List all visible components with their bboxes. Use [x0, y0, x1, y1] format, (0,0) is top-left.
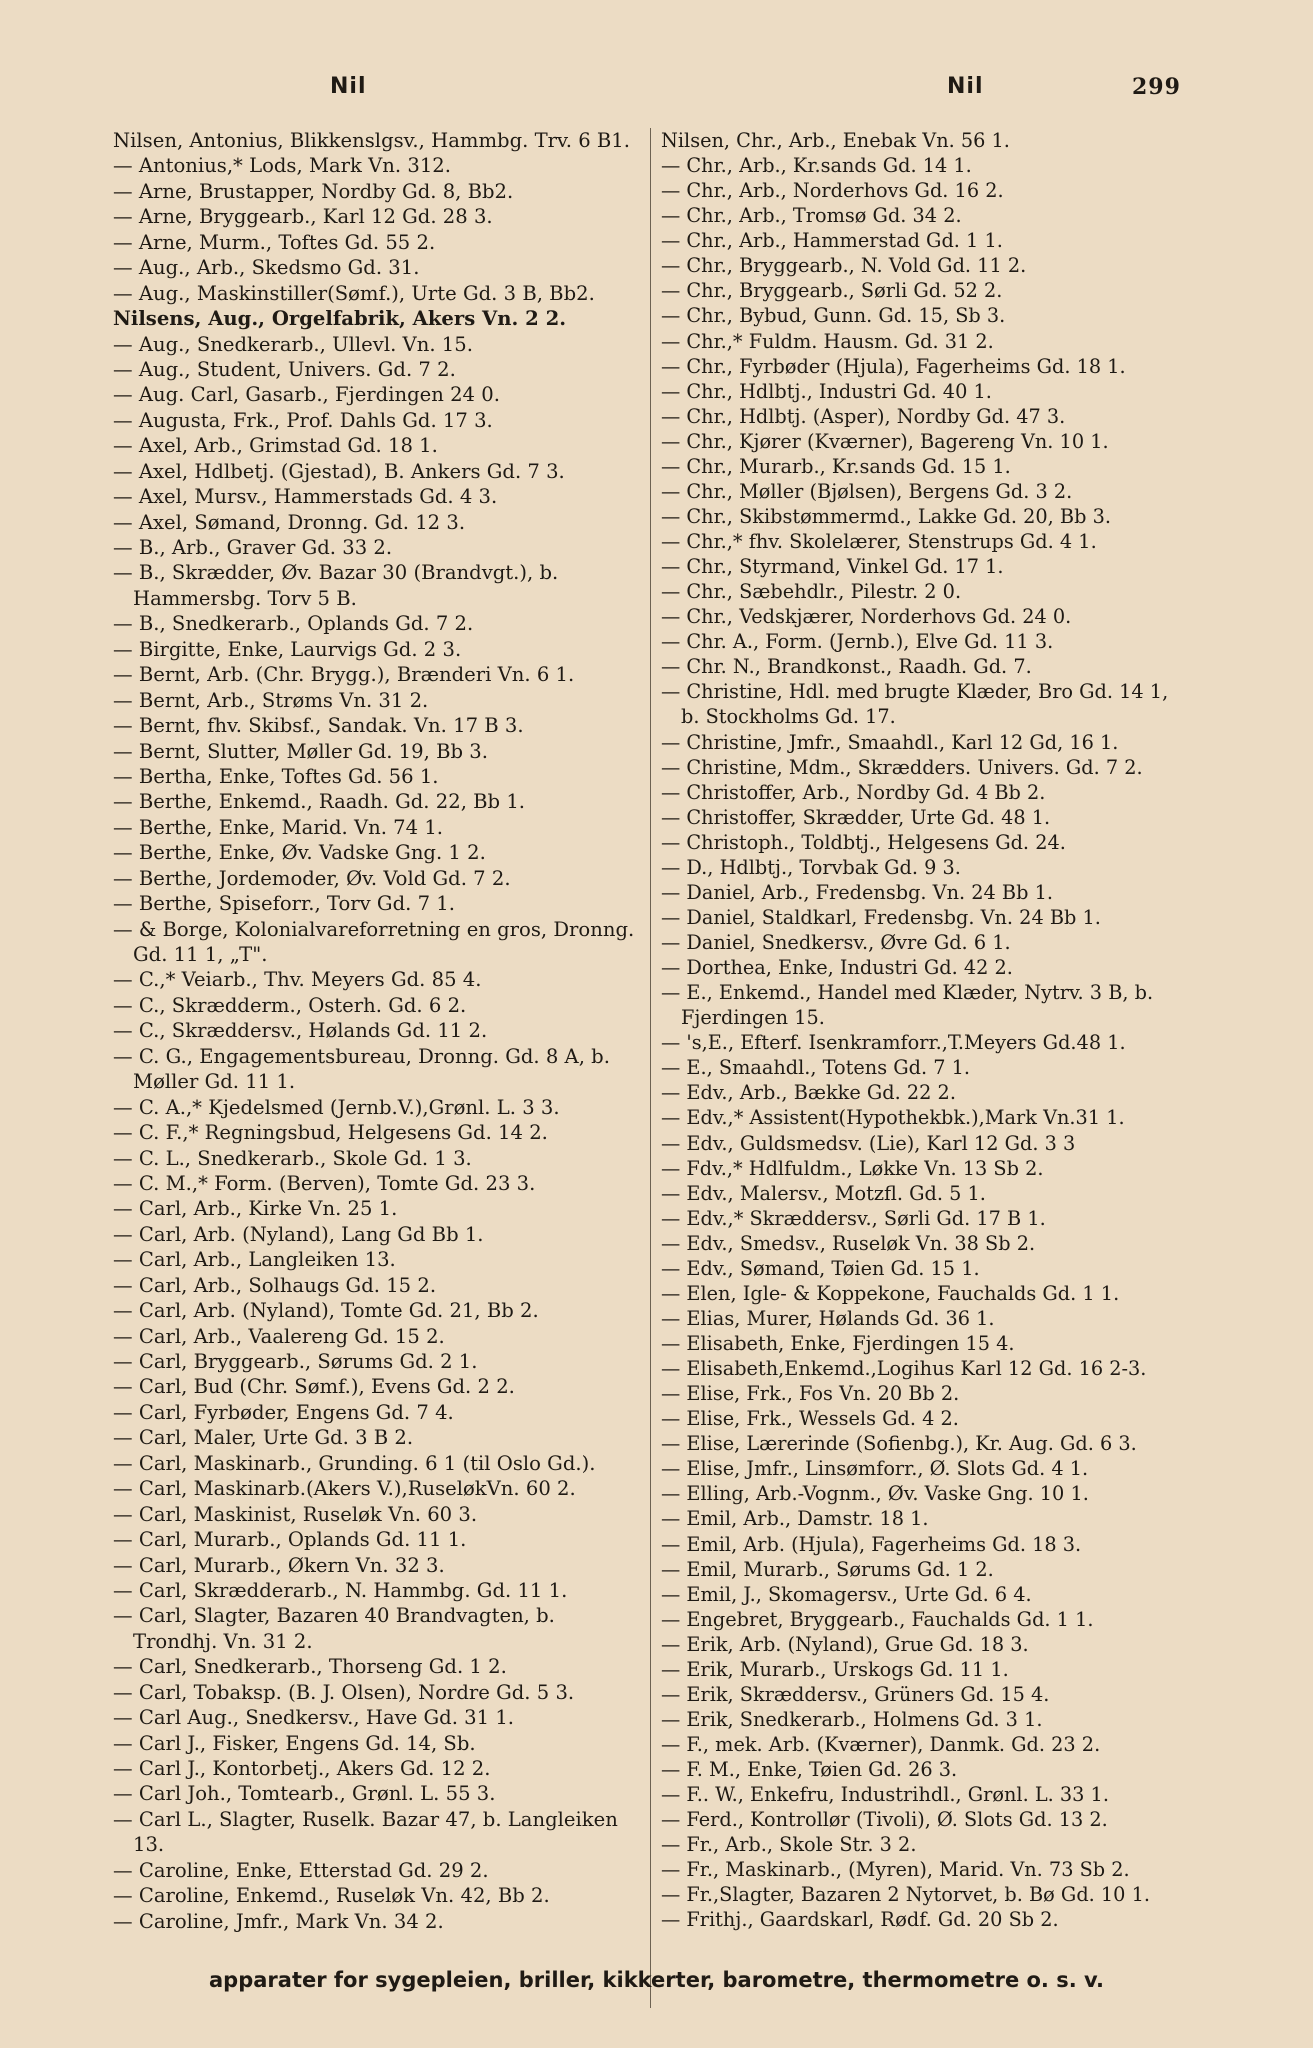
directory-entry: — Carl, Maskinarb., Grunding. 6 1 (til Oslo Gd.).	[113, 1451, 596, 1475]
directory-entry: — C. F.,* Regningsbud, Helgesens Gd. 14 2.	[113, 1121, 548, 1145]
directory-entry: — Fr., Arb., Skole Str. 3 2.	[661, 1833, 917, 1857]
directory-entry: — Christoffer, Arb., Nordby Gd. 4 Bb 2.	[661, 780, 1046, 804]
directory-entry: — Bertha, Enke, Toftes Gd. 56 1.	[113, 764, 439, 788]
directory-entry: — Augusta, Frk., Prof. Dahls Gd. 17 3.	[113, 408, 493, 432]
directory-entry: — Chr., Arb., Norderhovs Gd. 16 2.	[661, 179, 1004, 203]
directory-entry: — Chr., Vedskjærer, Norderhovs Gd. 24 0.	[661, 605, 1072, 629]
directory-entry: — C., Skrædderm., Osterh. Gd. 6 2.	[113, 993, 467, 1017]
directory-entry: — Elisabeth, Enke, Fjerdingen 15 4.	[661, 1332, 1015, 1355]
directory-entry: — Carl, Maskinist, Ruseløk Vn. 60 3.	[113, 1502, 478, 1526]
directory-entry: — Edv.,* Assistent(Hypothekbk.),Mark Vn.31 1.	[661, 1106, 1125, 1130]
directory-entry: — Christine, Jmfr., Smaahdl., Karl 12 Gd, 16 1.	[661, 730, 1119, 754]
directory-entry: — Chr., Kjører (Kværner), Bagereng Vn. 10 1.	[661, 429, 1109, 453]
directory-entry: — Carl, Arb., Kirke Vn. 25 1.	[113, 1197, 398, 1221]
directory-entry: — C. M.,* Form. (Berven), Tomte Gd. 23 3.	[113, 1171, 536, 1195]
directory-entry: — Fr.,Slagter, Bazaren 2 Nytorvet, b. Bø Gd. 10 1.	[661, 1883, 1150, 1907]
directory-entry: — Emil, J., Skomagersv., Urte Gd. 6 4.	[661, 1582, 1032, 1606]
directory-entry: — Elias, Murer, Hølands Gd. 36 1.	[661, 1306, 995, 1330]
directory-entry: — Chr., Murarb., Kr.sands Gd. 15 1.	[661, 454, 1011, 478]
directory-entry: — Dorthea, Enke, Industri Gd. 42 2.	[661, 956, 1013, 980]
directory-entry: — C. A.,* Kjedelsmed (Jernb.V.),Grønl. L. 3 3.	[113, 1095, 560, 1119]
directory-entry: — Carl, Arb., Langleiken 13.	[113, 1248, 396, 1272]
directory-entry: — Emil, Murarb., Sørums Gd. 1 2.	[661, 1557, 994, 1581]
directory-entry: — E., Smaahdl., Totens Gd. 7 1.	[661, 1056, 971, 1080]
header-right-keyword: Nil	[947, 74, 984, 99]
directory-entry: — D., Hdlbtj., Torvbak Gd. 9 3.	[661, 855, 961, 879]
directory-entry: — Berthe, Spiseforr., Torv Gd. 7 1.	[113, 892, 455, 916]
directory-entry: — Axel, Arb., Grimstad Gd. 18 1.	[113, 434, 438, 458]
directory-entry: — Carl, Murarb., Økern Vn. 32 3.	[113, 1553, 445, 1577]
directory-entry: — Edv., Smedsv., Ruseløk Vn. 38 Sb 2.	[661, 1231, 1036, 1255]
directory-entry: — Berthe, Enke, Marid. Vn. 74 1.	[113, 815, 444, 839]
directory-entry: — Christine, Mdm., Skrædders. Univers. Gd. 7 2.	[661, 755, 1143, 779]
directory-entry: — Engebret, Bryggearb., Fauchalds Gd. 1 1.	[661, 1607, 1094, 1631]
directory-entry: — Chr. N., Brandkonst., Raadh. Gd. 7.	[661, 655, 1032, 679]
directory-entry: — Carl, Slagter, Bazaren 40 Brandvagten, b. Trondhj. Vn. 31 2.	[113, 1604, 555, 1653]
directory-entry: — Carl, Skrædderarb., N. Hammbg. Gd. 11 1.	[113, 1578, 568, 1602]
directory-entry: — Daniel, Snedkersv., Øvre Gd. 6 1.	[661, 931, 1011, 954]
directory-entry: — Carl, Maskinarb.(Akers V.),RuseløkVn. 60 2.	[113, 1477, 576, 1501]
directory-entry: — Carl, Arb. (Nyland), Tomte Gd. 21, Bb 2.	[113, 1299, 539, 1323]
directory-entry: — Carl, Snedkerarb., Thorseng Gd. 1 2.	[113, 1655, 507, 1679]
right-column	[661, 128, 1181, 1933]
directory-entry: — Antonius,* Lods, Mark Vn. 312.	[113, 154, 452, 178]
directory-entry: — 's,E., Efterf. Isenkramforr.,T.Meyers Gd.48 1.	[661, 1031, 1126, 1055]
directory-entry: — Edv., Malersv., Motzfl. Gd. 5 1.	[661, 1181, 986, 1205]
directory-entry: — Daniel, Arb., Fredensbg. Vn. 24 Bb 1.	[661, 880, 1053, 904]
directory-entry: — Caroline, Jmfr., Mark Vn. 34 2.	[113, 1909, 444, 1933]
directory-entry: — Axel, Sømand, Dronng. Gd. 12 3.	[113, 510, 466, 534]
directory-entry: — Berthe, Enke, Øv. Vadske Gng. 1 2.	[113, 841, 486, 865]
directory-entry: — C.,* Veiarb., Thv. Meyers Gd. 85 4.	[113, 968, 482, 992]
directory-entry: — Arne, Bryggearb., Karl 12 Gd. 28 3.	[113, 205, 493, 229]
directory-entry: — Chr., Møller (Bjølsen), Bergens Gd. 3 2.	[661, 479, 1073, 503]
directory-entry: — Chr., Arb., Hammerstad Gd. 1 1.	[661, 229, 1003, 253]
directory-entry: — Christoph., Toldbtj., Helgesens Gd. 24.	[661, 830, 1066, 854]
directory-entry: Nilsen, Chr., Arb., Enebak Vn. 56 1.	[661, 129, 1010, 152]
directory-entry: — & Borge, Kolonialvareforretning en gros, Dronng. Gd. 11 1, „T".	[113, 917, 635, 966]
header-left-keyword: Nil	[330, 74, 367, 99]
directory-entry: — Erik, Murarb., Urskogs Gd. 11 1.	[661, 1657, 1009, 1681]
left-column	[113, 128, 643, 1934]
directory-entry: — Erik, Snedkerarb., Holmens Gd. 3 1.	[661, 1707, 1043, 1731]
directory-entry: — Chr.,* fhv. Skolelærer, Stenstrups Gd. 4 1.	[661, 530, 1097, 553]
directory-entry: — Edv., Guldsmedsv. (Lie), Karl 12 Gd. 3 3	[661, 1131, 1076, 1155]
directory-entry: — Fdv.,* Hdlfuldm., Løkke Vn. 13 Sb 2.	[661, 1156, 1044, 1180]
directory-entry: — Carl Joh., Tomtearb., Grønl. L. 55 3.	[113, 1782, 496, 1806]
directory-entry: — Elise, Frk., Wessels Gd. 4 2.	[661, 1407, 959, 1431]
directory-entry: — Edv., Sømand, Tøien Gd. 15 1.	[661, 1256, 980, 1280]
directory-entry: — Chr., Bryggearb., Sørli Gd. 52 2.	[661, 279, 1003, 303]
directory-entry: — Carl, Bud (Chr. Sømf.), Evens Gd. 2 2.	[113, 1375, 515, 1399]
directory-entry: — Christine, Hdl. med brugte Klæder, Bro Gd. 14 1, b. Stockholms Gd. 17.	[661, 680, 1169, 729]
directory-entry: — Chr., Hdlbtj., Industri Gd. 40 1.	[661, 379, 992, 403]
directory-entry: — Carl Aug., Snedkersv., Have Gd. 31 1.	[113, 1706, 515, 1730]
directory-entry: — B., Snedkerarb., Oplands Gd. 7 2.	[113, 612, 474, 636]
directory-entry: — Chr., Styrmand, Vinkel Gd. 17 1.	[661, 555, 1004, 579]
directory-entry: — Carl, Tobaksp. (B. J. Olsen), Nordre Gd. 5 3.	[113, 1680, 575, 1704]
directory-entry: — Fr., Maskinarb., (Myren), Marid. Vn. 73 Sb 2.	[661, 1858, 1130, 1882]
page-header	[0, 74, 1313, 114]
directory-entry: — Chr., Bybud, Gunn. Gd. 15, Sb 3.	[661, 304, 1006, 328]
directory-entry: — Elling, Arb.-Vognm., Øv. Vaske Gng. 10 1.	[661, 1482, 1089, 1506]
directory-entry: — Aug. Carl, Gasarb., Fjerdingen 24 0.	[113, 383, 500, 407]
directory-entry: — Daniel, Staldkarl, Fredensbg. Vn. 24 Bb 1.	[661, 905, 1101, 929]
directory-entry: — Carl, Fyrbøder, Engens Gd. 7 4.	[113, 1400, 454, 1424]
directory-entry: — Erik, Skræddersv., Grüners Gd. 15 4.	[661, 1682, 1050, 1706]
directory-entry: — Aug., Student, Univers. Gd. 7 2.	[113, 357, 456, 381]
directory-entry: — Bernt, Arb. (Chr. Brygg.), Brænderi Vn. 6 1.	[113, 663, 575, 687]
directory-entry: — Caroline, Enkemd., Ruseløk Vn. 42, Bb 2.	[113, 1884, 550, 1908]
directory-entry: — Chr., Sæbehdlr., Pilestr. 2 0.	[661, 580, 962, 604]
directory-entry: — Elen, Igle- & Koppekone, Fauchalds Gd. 1 1.	[661, 1281, 1120, 1305]
directory-entry: — Aug., Maskinstiller(Sømf.), Urte Gd. 3 B, Bb2.	[113, 281, 595, 305]
directory-entry: — Carl, Murarb., Oplands Gd. 11 1.	[113, 1528, 467, 1552]
directory-entry: — Chr., Fyrbøder (Hjula), Fagerheims Gd. 18 1.	[661, 354, 1126, 378]
directory-entry: — Christoffer, Skrædder, Urte Gd. 48 1.	[661, 805, 1051, 829]
directory-entry: — Elisabeth,Enkemd.,Logihus Karl 12 Gd. 16 2-3.	[661, 1357, 1147, 1381]
directory-entry: — Edv.,* Skræddersv., Sørli Gd. 17 B 1.	[661, 1206, 1046, 1230]
directory-entry: — Bernt, Slutter, Møller Gd. 19, Bb 3.	[113, 739, 488, 763]
directory-entry: — Elise, Lærerinde (Sofienbg.), Kr. Aug. Gd. 6 3.	[661, 1432, 1137, 1456]
directory-entry: — Carl L., Slagter, Ruselk. Bazar 47, b. Langleiken 13.	[113, 1807, 618, 1857]
directory-entry: — Axel, Hdlbetj. (Gjestad), B. Ankers Gd. 7 3.	[113, 459, 565, 483]
directory-entry: — Carl, Arb., Vaalereng Gd. 15 2.	[113, 1324, 445, 1348]
directory-entry: — Chr., Arb., Tromsø Gd. 34 2.	[661, 204, 962, 228]
directory-entry: — Carl J., Kontorbetj., Akers Gd. 12 2.	[113, 1757, 491, 1780]
directory-entry: — Arne, Murm., Toftes Gd. 55 2.	[113, 230, 436, 254]
directory-entry: — Carl J., Fisker, Engens Gd. 14, Sb.	[113, 1731, 476, 1755]
footer-advertisement: apparater for sygepleien, briller, kikkerter, barometre, thermometre o. s. v.	[209, 1968, 1104, 1992]
directory-entry: — F. M., Enke, Tøien Gd. 26 3.	[661, 1758, 958, 1782]
directory-entry: — Erik, Arb. (Nyland), Grue Gd. 18 3.	[661, 1632, 1029, 1656]
directory-entry: Nilsens, Aug., Orgelfabrik, Akers Vn. 2 2.	[113, 307, 567, 331]
directory-entry: Nilsen, Antonius, Blikkenslgsv., Hammbg. Trv. 6 B1.	[113, 129, 630, 152]
directory-entry: — E., Enkemd., Handel med Klæder, Nytrv. 3 B, b. Fjerdingen 15.	[661, 981, 1154, 1030]
directory-entry: — Caroline, Enke, Etterstad Gd. 29 2.	[113, 1858, 489, 1882]
directory-entry: — Arne, Brustapper, Nordby Gd. 8, Bb2.	[113, 179, 514, 203]
directory-entry: — Chr.,* Fuldm. Hausm. Gd. 31 2.	[661, 329, 994, 353]
directory-entry: — Chr., Skibstømmermd., Lakke Gd. 20, Bb 3.	[661, 504, 1111, 528]
directory-entry: — B., Arb., Graver Gd. 33 2.	[113, 536, 393, 559]
directory-entry: — Bernt, Arb., Strøms Vn. 31 2.	[113, 688, 429, 712]
directory-entry: — C., Skræddersv., Hølands Gd. 11 2.	[113, 1019, 488, 1043]
directory-entry: — Chr., Hdlbtj. (Asper), Nordby Gd. 47 3.	[661, 404, 1066, 428]
directory-entry: — Bernt, fhv. Skibsf., Sandak. Vn. 17 B 3.	[113, 714, 524, 738]
column-divider	[650, 128, 651, 2008]
directory-entry: — Carl, Arb., Solhaugs Gd. 15 2.	[113, 1273, 437, 1297]
directory-entry: — Chr. A., Form. (Jernb.), Elve Gd. 11 3.	[661, 630, 1054, 654]
directory-entry: — Frithj., Gaardskarl, Rødf. Gd. 20 Sb 2.	[661, 1908, 1059, 1932]
directory-entry: — Chr., Bryggearb., N. Vold Gd. 11 2.	[661, 254, 1027, 278]
directory-entry: — C. G., Engagementsbureau, Dronng. Gd. 8 A, b. Møller Gd. 11 1.	[113, 1044, 610, 1094]
directory-entry: — Emil, Arb., Damstr. 18 1.	[661, 1507, 929, 1531]
directory-entry: — Chr., Arb., Kr.sands Gd. 14 1.	[661, 154, 972, 178]
directory-entry: — Elise, Jmfr., Linsømforr., Ø. Slots Gd. 4 1.	[661, 1457, 1089, 1481]
directory-entry: — Carl, Bryggearb., Sørums Gd. 2 1.	[113, 1350, 478, 1373]
directory-entry: — B., Skrædder, Øv. Bazar 30 (Brandvgt.), b. Hammersbg. Torv 5 B.	[113, 561, 559, 610]
directory-entry: — Berthe, Enkemd., Raadh. Gd. 22, Bb 1.	[113, 790, 526, 814]
directory-entry: — Aug., Arb., Skedsmo Gd. 31.	[113, 256, 420, 280]
directory-entry: — Birgitte, Enke, Laurvigs Gd. 2 3.	[113, 637, 462, 661]
directory-entry: — C. L., Snedkerarb., Skole Gd. 1 3.	[113, 1146, 472, 1170]
directory-entry: — F.. W., Enkefru, Industrihdl., Grønl. L. 33 1.	[661, 1783, 1109, 1807]
directory-entry: — Axel, Mursv., Hammerstads Gd. 4 3.	[113, 485, 498, 509]
directory-entry: — Aug., Snedkerarb., Ullevl. Vn. 15.	[113, 332, 473, 356]
directory-entry: — Elise, Frk., Fos Vn. 20 Bb 2.	[661, 1382, 960, 1406]
directory-entry: — Emil, Arb. (Hjula), Fagerheims Gd. 18 3.	[661, 1532, 1082, 1556]
directory-entry: — Edv., Arb., Bække Gd. 22 2.	[661, 1081, 956, 1105]
page-number: 299	[1132, 74, 1181, 100]
directory-entry: — Carl, Arb. (Nyland), Lang Gd Bb 1.	[113, 1222, 484, 1246]
directory-entry: — Carl, Maler, Urte Gd. 3 B 2.	[113, 1426, 414, 1450]
directory-entry: — Berthe, Jordemoder, Øv. Vold Gd. 7 2.	[113, 866, 511, 890]
directory-entry: — Ferd., Kontrollør (Tivoli), Ø. Slots Gd. 13 2.	[661, 1808, 1108, 1832]
directory-entry: — F., mek. Arb. (Kværner), Danmk. Gd. 23 2.	[661, 1733, 1101, 1756]
